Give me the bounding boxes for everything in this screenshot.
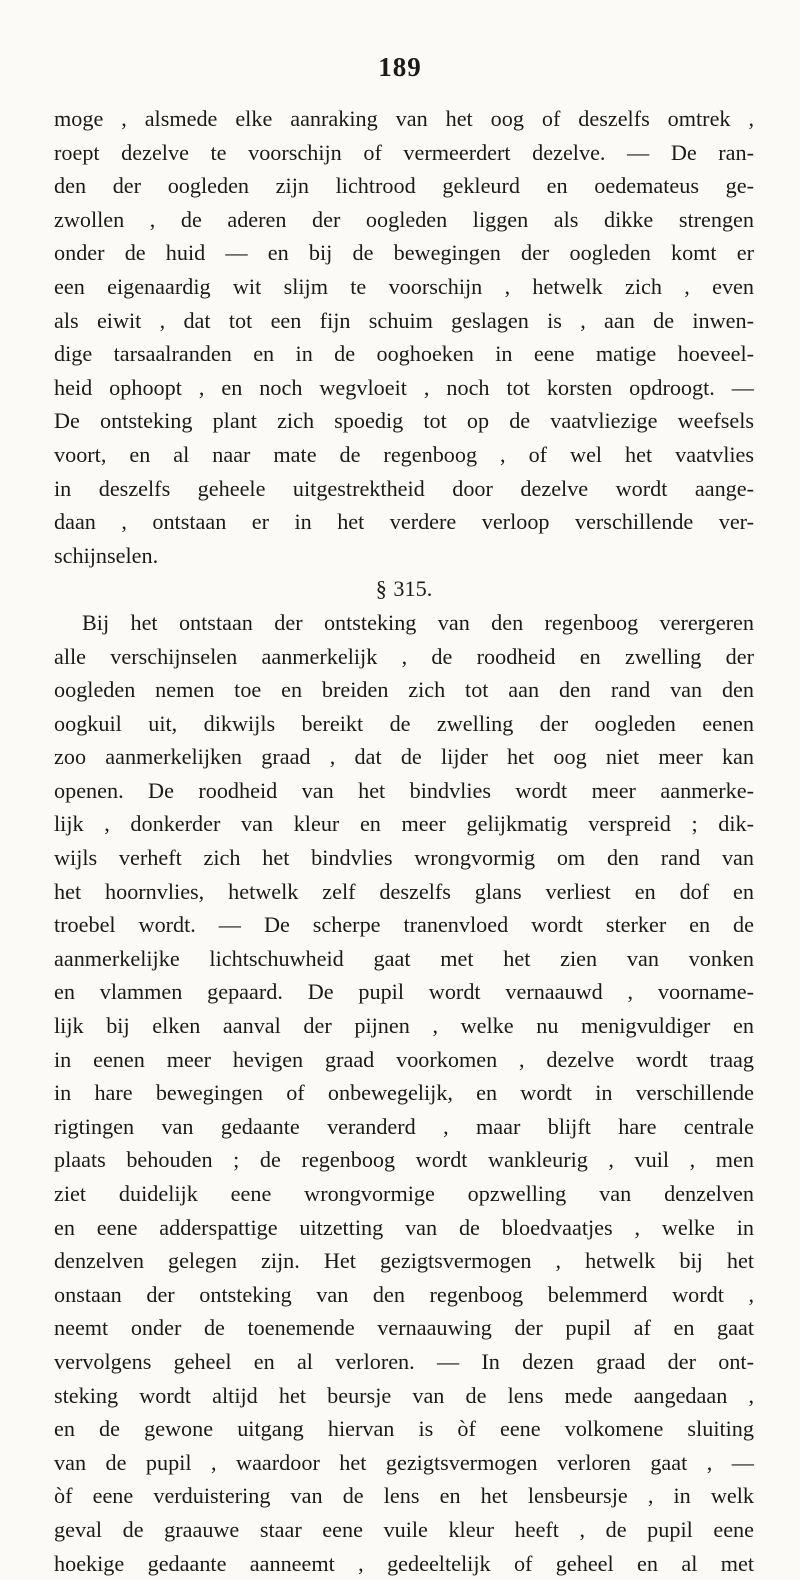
text-line: als eiwit , dat tot een fijn schuim geslagen is , aan de inwen- [54,307,754,333]
text-line: heid ophoopt , en noch wegvloeit , noch tot korsten opdroogt. — [54,374,754,400]
text-line: in hare bewegingen of onbewegelijk, en wordt in verschillende [54,1080,754,1106]
section-heading: § 315. [375,576,433,602]
text-line: ziet duidelijk eene wrongvormige opzwelling van denzelven [54,1181,754,1206]
text-line: De ontsteking plant zich spoedig tot op de vaatvliezige weefsels [54,408,754,434]
text-line: van de pupil , waardoor het gezigtsvermogen verloren gaat , — [54,1449,754,1475]
text-line: moge , alsmede elke aanraking van het oog of deszelfs omtrek , [54,106,754,131]
text-line: lijk bij elken aanval der pijnen , welke nu menigvuldiger en [54,1013,754,1039]
text-line: alle verschijnselen aanmerkelijk , de roodheid en zwelling der [54,643,754,669]
page-number: 189 [378,52,422,82]
text-line: wijls verheft zich het bindvlies wrongvormig om den rand van [54,845,754,871]
text-line: den der oogleden zijn lichtrood gekleurd en oedemateus ge- [54,173,754,199]
body-text [54,102,754,1580]
text-line: troebel wordt. — De scherpe tranenvloed wordt sterker en de [54,912,754,938]
text-line: rigtingen van gedaante veranderd , maar blijft hare centrale [54,1113,754,1139]
text-line: aanmerkelijke lichtschuwheid gaat met het zien van vonken [54,945,754,971]
text-line: onstaan der ontsteking van den regenboog belemmerd wordt , [54,1281,754,1307]
text-line: dige tarsaalranden en in de ooghoeken in eene matige hoeveel- [54,341,754,367]
text-line: en eene adderspattige uitzetting van de bloedvaatjes , welke in [54,1214,754,1240]
text-line: in deszelfs geheele uitgestrektheid door dezelve wordt aange- [54,475,754,501]
text-line: zoo aanmerkelijken graad , dat de lijder het oog niet meer kan [54,744,754,770]
text-line: plaats behouden ; de regenboog wordt wankleurig , vuil , men [54,1147,754,1173]
paragraph-section-315 [54,606,754,1580]
text-line: en de gewone uitgang hiervan is òf eene volkomene sluiting [54,1416,754,1442]
text-line: vervolgens geheel en al verloren. — In dezen graad der ont- [54,1348,754,1374]
text-line: lijk , donkerder van kleur en meer gelijkmatig verspreid ; dik- [54,811,754,837]
text-line: neemt onder de toenemende vernaauwing der pupil af en gaat [54,1315,754,1341]
text-line: in eenen meer hevigen graad voorkomen , dezelve wordt traag [54,1046,754,1072]
text-line: schijnselen. [54,542,159,568]
text-line: daan , ontstaan er in het verdere verloop verschillende ver- [54,509,754,535]
text-line: een eigenaardig wit slijm te voorschijn , hetwelk zich , even [54,273,754,299]
text-line: openen. De roodheid van het bindvlies wordt meer aanmerke- [54,777,754,803]
text-line: oogkuil uit, dikwijls bereikt de zwelling der oogleden eenen [54,710,754,736]
text-line: oogleden nemen toe en breiden zich tot aan den rand van den [54,677,754,703]
text-line: en vlammen gepaard. De pupil wordt vernaauwd , voorname- [54,979,754,1005]
text-line: òf eene verduistering van de lens en het lensbeursje , in welk [54,1483,754,1509]
text-line: het hoornvlies, hetwelk zelf deszelfs glans verliest en dof en [54,878,754,904]
paragraph-continued [54,102,754,572]
text-line: steking wordt altijd het beursje van de lens mede aangedaan , [54,1382,754,1408]
text-line: roept dezelve te voorschijn of vermeerdert dezelve. — De ran- [54,139,754,165]
text-line: geval de graauwe staar eene vuile kleur heeft , de pupil eene [54,1516,754,1542]
text-line: onder de huid — en bij de bewegingen der oogleden komt er [54,240,754,266]
text-line: denzelven gelegen zijn. Het gezigtsvermogen , hetwelk bij het [54,1248,754,1274]
text-line: hoekige gedaante aanneemt , gedeeltelijk of geheel en al met [54,1550,754,1576]
text-line: voort, en al naar mate de regenboog , of wel het vaatvlies [54,441,754,467]
text-line: Bij het ontstaan der ontsteking van den regenboog verergeren [82,609,754,635]
text-line: zwollen , de aderen der oogleden liggen als dikke strengen [54,206,754,232]
